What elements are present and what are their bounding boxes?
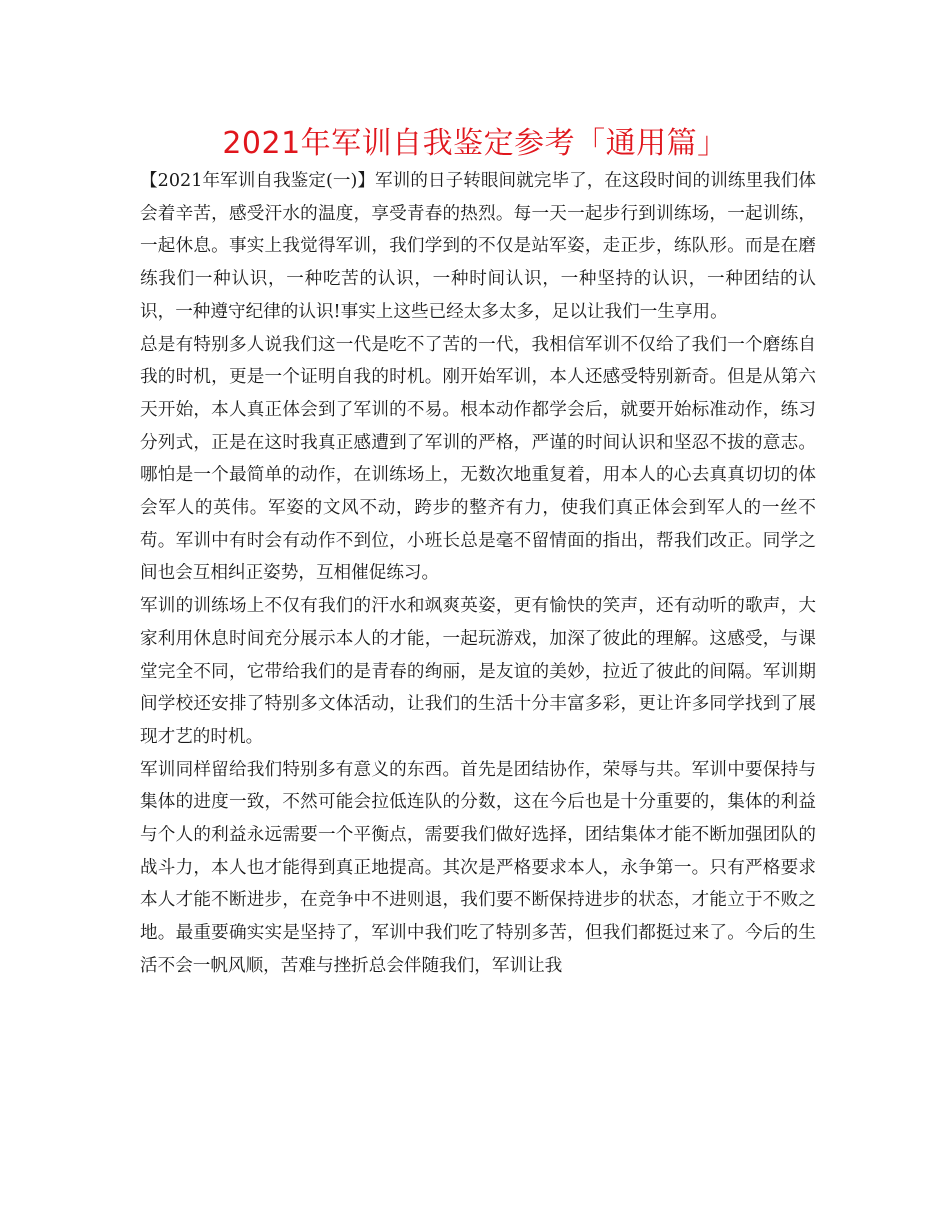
paragraph-3: 军训的训练场上不仅有我们的汗水和飒爽英姿，更有愉快的笑声，还有动听的歌声，大家利用休息时间充分展示本人的才能，一起玩游戏，加深了彼此的理解。这感受，与课堂完全不同，它带给我们的是青春的绚丽，是友谊的美妙，拉近了彼此的间隔。军训期间学校还安排了特别多文体活动，让我们的生活十分丰富多彩，更让许多同学找到了展现才艺的时机。 [140, 596, 816, 747]
paragraph-2: 总是有特别多人说我们这一代是吃不了苦的一代，我相信军训不仅给了我们一个磨练自我的时机，更是一个证明自我的时机。刚开始军训，本人还感受特别新奇。但是从第六天开始，本人真正体会到了军训的不易。根本动作都学会后，就要开始标准动作，练习分列式，正是在这时我真正感遭到了军训的严格，严谨的时间认识和坚忍不拔的意志。哪怕是一个最简单的动作，在训练场上，无数次地重复着，用本人的心去真真切切的体会军人的英伟。军姿的文风不动，跨步的整齐有力，使我们真正体会到军人的一丝不苟。军训中有时会有动作不到位，小班长总是毫不留情面的指出，帮我们改正。同学之间也会互相纠正姿势，互相催促练习。 [140, 334, 816, 584]
document-body [140, 165, 816, 983]
paragraph-4: 军训同样留给我们特别多有意义的东西。首先是团结协作，荣辱与共。军训中要保持与集体的进度一致，不然可能会拉低连队的分数，这在今后也是十分重要的，集体的利益与个人的利益永远需要一个平衡点，需要我们做好选择，团结集体才能不断加强团队的战斗力，本人也才能得到真正地提高。其次是严格要求本人，永争第一。只有严格要求本人才能不断进步，在竞争中不进则退，我们要不断保持进步的状态，才能立于不败之地。最重要确实实是坚持了，军训中我们吃了特别多苦，但我们都挺过来了。今后的生活不会一帆风顺，苦难与挫折总会伴随我们，军训让我 [140, 759, 816, 976]
page-title: 2021年军训自我鉴定参考「通用篇」 [222, 126, 728, 161]
paragraph-1: 【2021年军训自我鉴定(一)】军训的日子转眼间就完毕了，在这段时间的训练里我们体会着辛苦，感受汗水的温度，享受青春的热烈。每一天一起步行到训练场，一起训练，一起休息。事实上我觉得军训，我们学到的不仅是站军姿，走正步，练队形。而是在磨练我们一种认识，一种吃苦的认识，一种时间认识，一种坚持的认识，一种团结的认识，一种遵守纪律的认识!事实上这些已经太多太多，足以让我们一生享用。 [140, 171, 816, 322]
